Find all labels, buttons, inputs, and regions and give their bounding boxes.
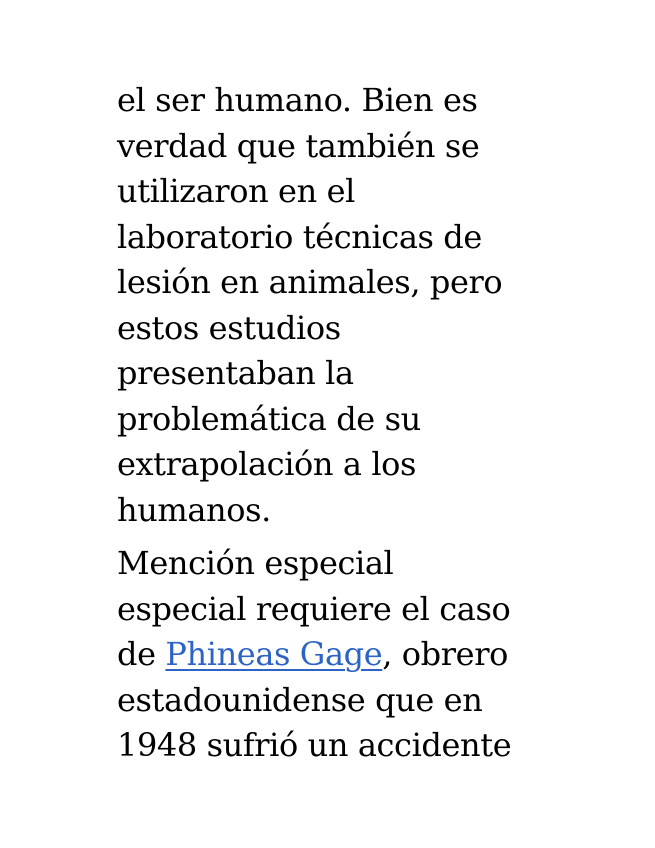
document-page — [117, 78, 547, 769]
paragraph-2 — [117, 541, 547, 769]
text-line: estos estudios — [117, 308, 341, 347]
text-line-with-link — [117, 632, 547, 678]
text-fragment: , obrero — [382, 635, 508, 673]
text-line: estadounidense que en — [117, 680, 483, 719]
text-line: humanos. — [117, 490, 271, 529]
text-fragment: de — [117, 635, 166, 673]
text-line: presentaban la — [117, 354, 354, 392]
text-line: especial requiere el caso — [117, 589, 511, 628]
text-line: extrapolación a los — [117, 445, 417, 483]
text-line: Mención especial — [117, 544, 394, 582]
text-line: laboratorio técnicas de — [117, 217, 482, 256]
text-line: problemática de su — [117, 399, 421, 438]
text-line: lesión en animales, pero — [117, 263, 503, 301]
text-line: 1948 sufrió un accidente — [117, 726, 512, 764]
paragraph-1 — [117, 78, 547, 533]
text-line: el ser humano. Bien es — [117, 81, 478, 119]
phineas-gage-link[interactable]: Phineas Gage — [165, 635, 383, 673]
text-line: verdad que también se — [117, 126, 480, 165]
text-line: utilizaron en el — [117, 172, 355, 210]
